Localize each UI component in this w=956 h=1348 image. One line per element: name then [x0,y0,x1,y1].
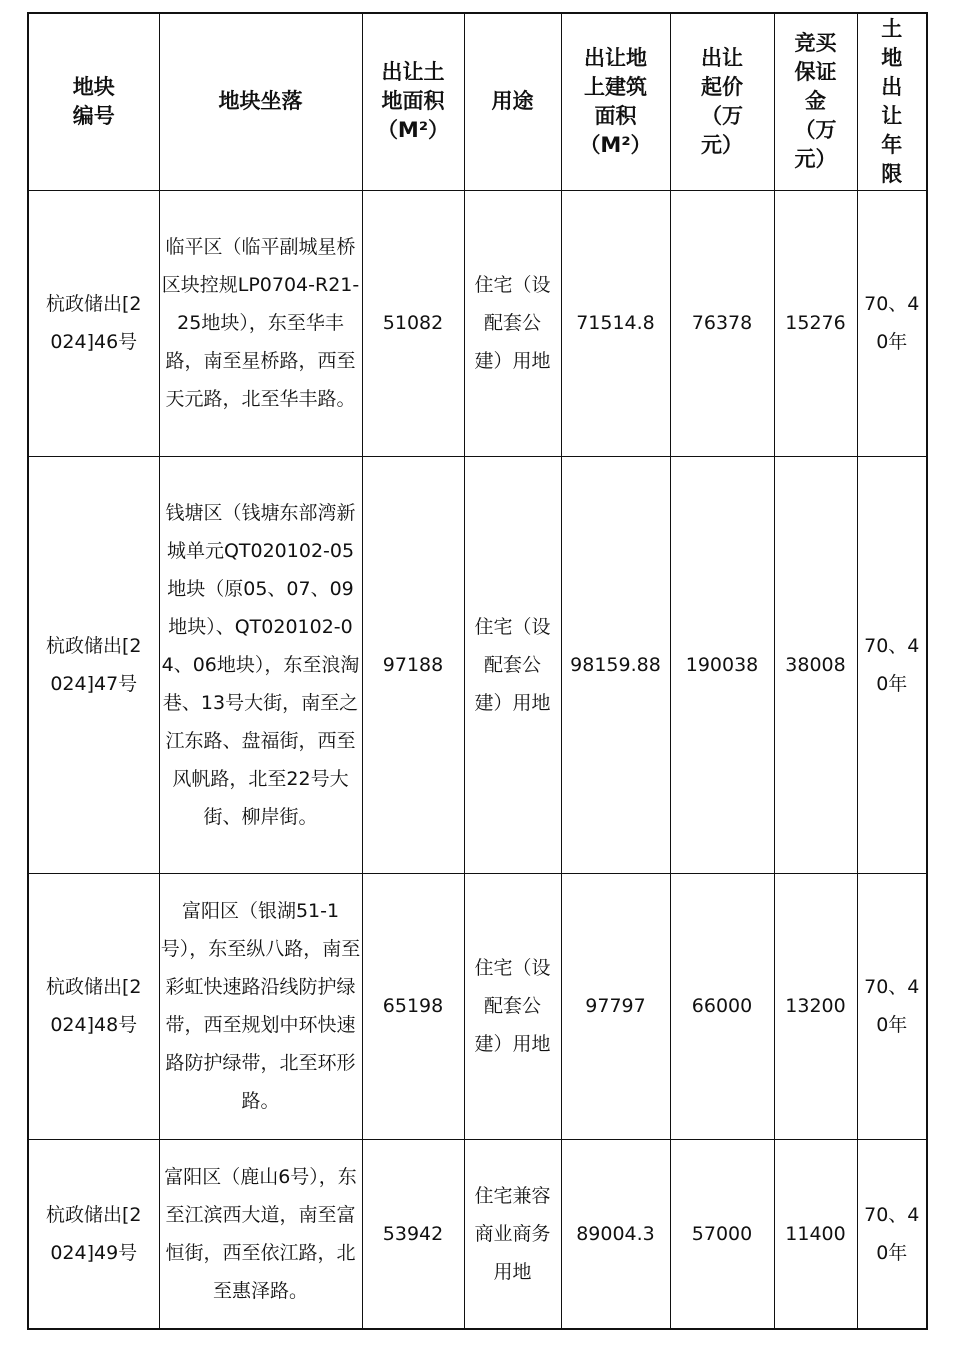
cell-usage: 住宅（设配套公建）用地 [464,873,561,1139]
land-parcel-table [27,12,928,1330]
cell-usage: 住宅兼容商业商务用地 [464,1139,561,1329]
header-start-price: 出让起价（万元） [670,13,774,190]
table-row [28,456,927,873]
header-term: 土地出让年限 [857,13,927,190]
header-deposit: 竞买保证金（万元） [774,13,857,190]
table-row [28,1139,927,1329]
cell-usage: 住宅（设配套公建）用地 [464,190,561,456]
cell-building-area: 97797 [561,873,670,1139]
header-usage: 用途 [464,13,561,190]
cell-location: 富阳区（银湖51-1号），东至纵八路，南至彩虹快速路沿线防护绿带，西至规划中环快速路防护绿带，北至环形路。 [159,873,362,1139]
cell-deposit: 13200 [774,873,857,1139]
cell-land-area: 51082 [362,190,464,456]
cell-location: 钱塘区（钱塘东部湾新城单元QT020102-05地块（原05、07、09地块）、QT020102-04、06地块），东至浪淘巷、13号大街，南至之江东路、盘福街，西至风帆路，北至22号大街、柳岸街。 [159,456,362,873]
cell-term: 70、40年 [857,873,927,1139]
cell-term: 70、40年 [857,456,927,873]
header-building-area: 出让地上建筑面积（M²） [561,13,670,190]
cell-parcel-no: 杭政储出[2024]49号 [28,1139,159,1329]
cell-term: 70、40年 [857,1139,927,1329]
header-location: 地块坐落 [159,13,362,190]
table-row [28,873,927,1139]
cell-building-area: 71514.8 [561,190,670,456]
cell-building-area: 98159.88 [561,456,670,873]
cell-land-area: 97188 [362,456,464,873]
cell-location: 富阳区（鹿山6号），东至江滨西大道，南至富恒街，西至依江路，北至惠泽路。 [159,1139,362,1329]
cell-deposit: 11400 [774,1139,857,1329]
cell-deposit: 15276 [774,190,857,456]
table-row [28,190,927,456]
header-parcel-no: 地块编号 [28,13,159,190]
cell-parcel-no: 杭政储出[2024]47号 [28,456,159,873]
cell-start-price: 57000 [670,1139,774,1329]
cell-start-price: 76378 [670,190,774,456]
cell-location: 临平区（临平副城星桥区块控规LP0704-R21-25地块），东至华丰路，南至星桥路，西至天元路，北至华丰路。 [159,190,362,456]
land-parcel-table-container [27,12,928,1330]
cell-building-area: 89004.3 [561,1139,670,1329]
cell-deposit: 38008 [774,456,857,873]
cell-start-price: 190038 [670,456,774,873]
cell-term: 70、40年 [857,190,927,456]
cell-land-area: 53942 [362,1139,464,1329]
cell-usage: 住宅（设配套公建）用地 [464,456,561,873]
cell-parcel-no: 杭政储出[2024]48号 [28,873,159,1139]
cell-start-price: 66000 [670,873,774,1139]
header-row [28,13,927,190]
cell-land-area: 65198 [362,873,464,1139]
header-land-area: 出让土地面积（M²） [362,13,464,190]
cell-parcel-no: 杭政储出[2024]46号 [28,190,159,456]
